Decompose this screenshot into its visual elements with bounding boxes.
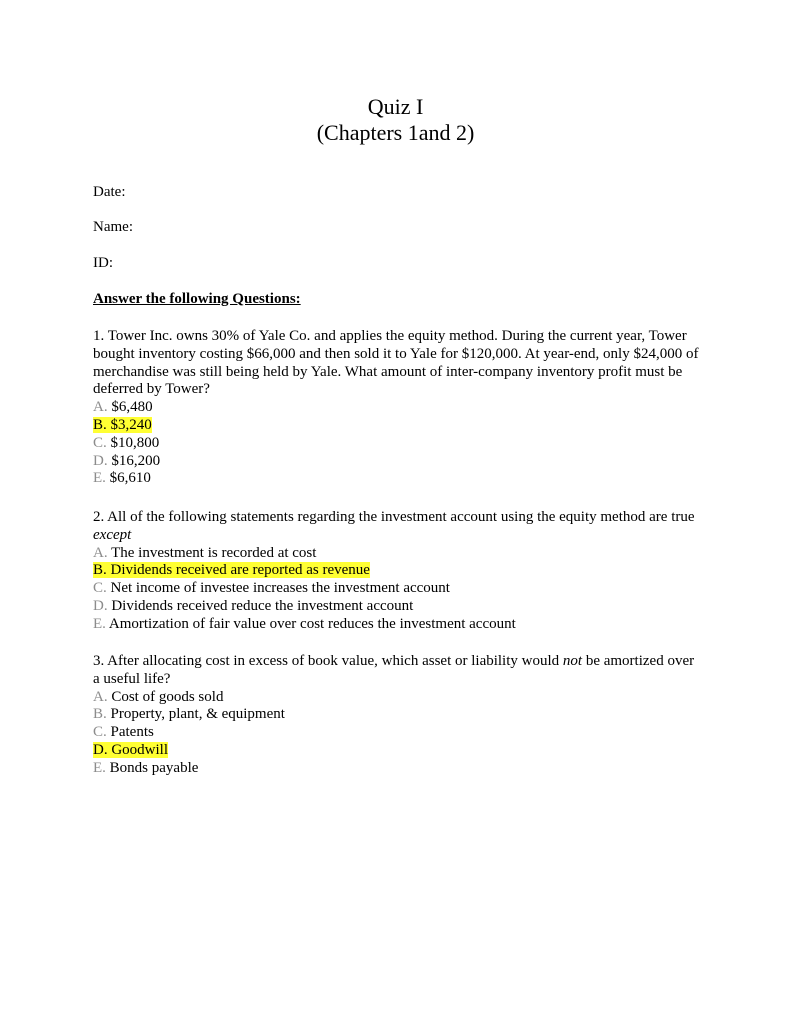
option-letter: A. — [93, 399, 108, 416]
option-text: Goodwill — [111, 741, 169, 758]
question-3-stem-text: 3. After allocating cost in excess of book value, which asset or liability would — [93, 653, 563, 669]
option-letter: D. — [93, 452, 108, 469]
option-d[interactable] — [93, 598, 703, 616]
option-letter: E. — [93, 470, 106, 487]
option-text: $16,200 — [111, 452, 161, 469]
question-3 — [93, 653, 703, 778]
question-3-stem-text-end: be amortized over a useful life? — [93, 653, 695, 687]
option-letter: C. — [93, 724, 107, 741]
option-text: Bonds payable — [109, 759, 199, 776]
option-b[interactable] — [93, 706, 703, 724]
option-c[interactable] — [93, 580, 703, 598]
option-text: Amortization of fair value over cost reduces the investment account — [108, 615, 516, 632]
option-letter: B. — [93, 562, 107, 579]
name-label: Name: — [93, 219, 133, 235]
option-text: Property, plant, & equipment — [110, 706, 285, 723]
option-e[interactable] — [93, 616, 703, 634]
option-a[interactable] — [93, 689, 703, 707]
question-3-options — [93, 689, 703, 778]
option-text: $6,480 — [111, 399, 153, 416]
option-e[interactable] — [93, 470, 703, 488]
question-1 — [93, 328, 703, 488]
option-text: The investment is recorded at cost — [111, 544, 317, 561]
option-a[interactable] — [93, 545, 703, 563]
option-e[interactable] — [93, 760, 703, 778]
option-b-highlighted[interactable] — [93, 417, 703, 435]
date-label: Date: — [93, 184, 126, 200]
page-subtitle: (Chapters 1and 2) — [316, 120, 475, 145]
option-text: Cost of goods sold — [111, 688, 224, 705]
question-2-stem — [93, 509, 703, 545]
question-3-stem — [93, 653, 703, 689]
question-1-options — [93, 399, 703, 488]
question-3-stem-emphasis: not — [562, 653, 583, 669]
question-2 — [93, 509, 703, 634]
option-letter: D. — [93, 597, 108, 614]
option-text: Dividends received reduce the investment account — [111, 597, 414, 614]
question-2-stem-text: 2. All of the following statements regarding the investment account using the equity method are true — [93, 509, 695, 525]
option-d[interactable] — [93, 453, 703, 471]
option-text: $3,240 — [110, 416, 152, 433]
option-c[interactable] — [93, 724, 703, 742]
option-letter: B. — [93, 706, 107, 723]
option-a[interactable] — [93, 399, 703, 417]
option-text: Patents — [110, 724, 154, 741]
option-letter: D. — [93, 741, 108, 758]
option-text: $6,610 — [109, 470, 151, 487]
option-letter: C. — [93, 434, 107, 451]
page-title: Quiz I — [367, 94, 424, 119]
option-letter: C. — [93, 580, 107, 597]
option-c[interactable] — [93, 435, 703, 453]
option-letter: B. — [93, 416, 107, 433]
instructions-heading: Answer the following Questions: — [93, 291, 301, 307]
option-letter: E. — [93, 759, 106, 776]
option-letter: A. — [93, 688, 108, 705]
option-text: $10,800 — [110, 434, 160, 451]
option-letter: A. — [93, 544, 108, 561]
question-2-options — [93, 545, 703, 634]
question-1-stem: 1. Tower Inc. owns 30% of Yale Co. and applies the equity method. During the current year, Tower bought inventory costing $66,000 and then sold it to Yale for $120,000. At year-end, only $24,000 of merchandise was still being held by Yale. What amount of inter-company inventory profit must be deferred by Tower? — [93, 328, 699, 398]
question-2-stem-emphasis: except — [93, 526, 132, 543]
option-text: Net income of investee increases the investment account — [110, 580, 450, 597]
id-label: ID: — [93, 255, 113, 271]
option-b-highlighted[interactable] — [93, 562, 703, 580]
option-text: Dividends received are reported as revenue — [110, 562, 370, 579]
option-d-highlighted[interactable] — [93, 742, 703, 760]
option-letter: E. — [93, 615, 106, 632]
